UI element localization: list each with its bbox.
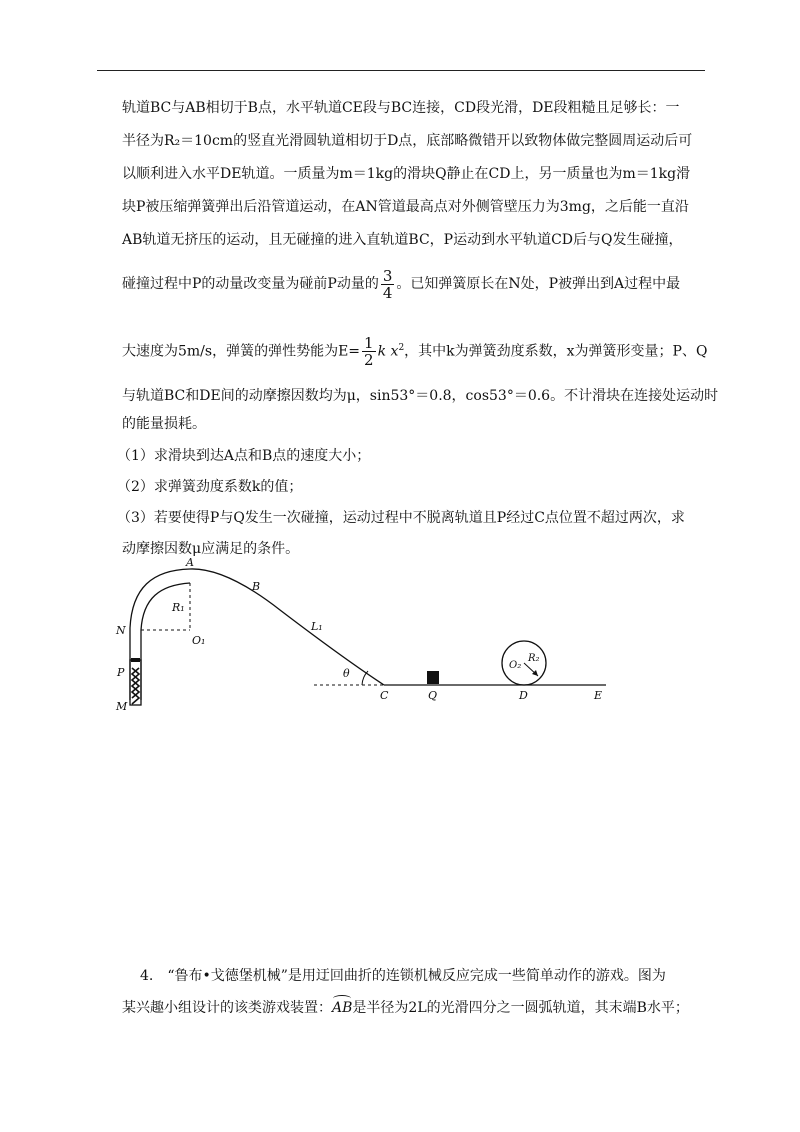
label-r2: R₂ [528,653,540,664]
fraction-numerator: 3 [382,266,393,285]
question-3: （3）若要使得P与Q发生一次碰撞，运动过程中不脱离轨道且P经过C点位置不超过两次，求 [117,510,685,526]
question-3-continued: 动摩擦因数μ应满足的条件。 [122,541,300,557]
label-r1: R₁ [172,601,185,614]
block-p [131,658,140,662]
question-2: （2）求弹簧劲度系数k的值； [117,479,303,495]
formula-kx: k x [377,343,399,360]
text-line: 轨道BC与AB相切于B点，水平轨道CE段与BC连接，CD段光滑，DE段粗糙且足够长：一 [122,100,680,116]
text-line: 块P被压缩弹簧弹出后沿管道运动，在AN管道最高点对外侧管壁压力为3mg，之后能一直沿 [122,199,689,215]
text-line: AB轨道无挤压的运动，且无碰撞的进入直轨道BC，P运动到水平轨道CD后与Q发生碰撞， [122,232,683,248]
block-q [427,671,439,684]
label-l1: L₁ [311,620,323,633]
label-m: M [116,700,128,713]
label-b: B [252,580,261,593]
label-o2: O₂ [509,660,522,671]
label-d: D [519,689,528,702]
text-fragment: 。已知弹簧原长在N处，P被弹出到A过程中最 [396,276,681,292]
label-n: N [116,624,126,637]
arc-ab: AB [332,1000,353,1016]
label-p: P [117,666,125,679]
text-fragment: ，其中k为弹簧劲度系数，x为弹簧形变量；P、Q [404,343,708,360]
formula-exponent: 2 [398,343,405,353]
fraction-numerator: 1 [364,334,374,353]
label-a: A [186,556,194,569]
fraction-denominator: 2 [364,351,374,370]
fraction-denominator: 4 [382,283,393,302]
text-fragment: 是半径为2L的光滑四分之一圆弧轨道，其末端B水平； [352,1000,689,1016]
text-line: 的能量损耗。 [122,416,206,432]
text-fragment: 某兴趣小组设计的该类游戏装置： [122,1000,332,1016]
text-line: 以顺利进入水平DE轨道。一质量为m＝1kg的滑块Q静止在CD上，另一质量也为m＝1kg滑 [122,166,691,182]
problem-4-line-2 [122,998,689,1018]
question-1: （1）求滑块到达A点和B点的速度大小； [117,448,371,464]
label-o1: O₁ [192,634,206,647]
text-fragment: 碰撞过程中P的动量改变量为碰前P动量的 [122,276,379,292]
label-theta: θ [343,667,350,680]
problem-4-line-1: 4. “鲁布•戈德堡机械”是用迂回曲折的连锁机械反应完成一些简单动作的游戏。图为 [140,968,666,984]
text-fragment: 大速度为5m/s，弹簧的弹性势能为E= [122,343,361,360]
label-c: C [380,689,389,702]
label-q: Q [428,689,438,702]
text-line: 与轨道BC和DE间的动摩擦因数均为μ，sin53°＝0.8，cos53°＝0.6。不计滑块在连接处运动时 [122,388,719,404]
text-line: 半径为R₂＝10cm的竖直光滑圆轨道相切于D点，底部略微错开以致物体做完整圆周运动后可 [122,133,693,149]
label-e: E [594,689,603,702]
